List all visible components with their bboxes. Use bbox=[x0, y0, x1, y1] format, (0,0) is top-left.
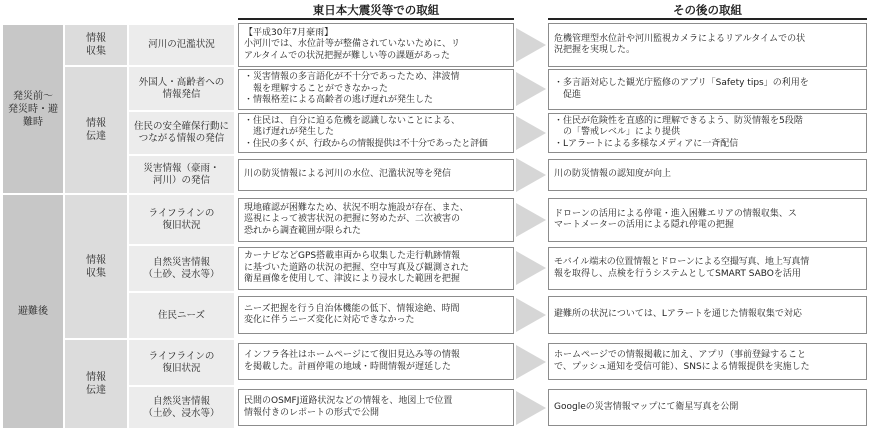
text-line: ・Lアラートによる多様なメディアに一斉配信 bbox=[554, 138, 739, 149]
phase-before-disaster bbox=[3, 25, 63, 193]
phase-line: 避難後 bbox=[18, 306, 48, 317]
item-line: つながる情報の発信 bbox=[138, 133, 225, 144]
text-line: ・住民が危険性を直感的に理解できるよう、防災情報を5段階 bbox=[554, 115, 803, 126]
text-line: 報を取得し、点検を行うシステムとしてSMART SABOを活用 bbox=[554, 268, 801, 279]
category-info-transmission bbox=[65, 67, 127, 193]
text-line: マートメーターの活用による隠れ停電の把握 bbox=[554, 220, 734, 230]
item-natural-disaster-info bbox=[129, 387, 234, 428]
later-measure-box bbox=[548, 23, 867, 67]
text-line: で、プッシュ通知を受信可能）、SNSによる情報提供を実施した bbox=[554, 361, 810, 372]
later-measure-box bbox=[548, 69, 867, 110]
later-measure-box bbox=[548, 198, 867, 242]
text-line: ・住民の多くが、行政からの情報提供は不十分であったと評価 bbox=[244, 138, 488, 149]
item-natural-disaster-info bbox=[129, 246, 234, 291]
text-line: 巡視によって被害状況の把握に努めたが、二次被害の bbox=[244, 214, 461, 225]
past-measure-box bbox=[238, 113, 514, 153]
item-resident-needs bbox=[129, 293, 234, 338]
text-line: 小河川では、水位計等が整備されていないために、リ bbox=[244, 39, 461, 50]
text-line: 衛星画像を使用して、津波により浸水した範囲を把握 bbox=[244, 274, 460, 285]
phase-line: 発災前～ bbox=[13, 90, 53, 102]
arrow-right-icon bbox=[516, 391, 546, 425]
right-title-rule bbox=[548, 18, 867, 20]
arrow-right-icon bbox=[516, 158, 546, 192]
category-line: 伝達 bbox=[86, 131, 106, 142]
item-line: ライフラインの bbox=[148, 350, 215, 362]
text-line: ・情報格差による高齢者の逃げ遅れが発生した bbox=[244, 95, 434, 106]
category-line: 情報 bbox=[86, 33, 106, 44]
text-line: 変化に伴うニーズ変化に対応できなかった bbox=[244, 315, 415, 325]
phase-after-evacuation bbox=[3, 195, 63, 428]
item-lifeline-recovery bbox=[129, 340, 234, 385]
item-resident-safety-info bbox=[129, 112, 234, 154]
text-line: Googleの災害情報マップにて衛星写真を公開 bbox=[554, 401, 739, 412]
category-info-transmission bbox=[65, 340, 127, 428]
text-line: 促進 bbox=[554, 89, 582, 100]
text-line: 報を理解することができなかった bbox=[244, 83, 389, 94]
later-measure-box bbox=[548, 389, 867, 426]
text-line: 恐れから調査範囲が限られた bbox=[244, 225, 362, 236]
item-line: （土砂、浸水等） bbox=[143, 407, 220, 419]
past-measure-box bbox=[238, 159, 514, 191]
text-line: インフラ各社はホームページにて復旧見込み等の情報 bbox=[244, 350, 460, 360]
item-lifeline-recovery bbox=[129, 195, 234, 244]
later-measure-box bbox=[548, 113, 867, 153]
text-line: ニーズ把握を行う自治体機能の低下、情報途絶、時間 bbox=[244, 303, 460, 314]
past-measure-box bbox=[238, 247, 514, 290]
left-column-title: 東日本大震災等での取組 bbox=[312, 3, 440, 17]
past-measure-box bbox=[238, 296, 514, 334]
text-line: ドローンの活用による停電・進入困難エリアの情報収集、ス bbox=[554, 208, 797, 219]
category-info-collection bbox=[65, 195, 127, 338]
left-title-rule bbox=[238, 18, 514, 20]
item-line: 復旧状況 bbox=[162, 219, 201, 231]
past-measure-box bbox=[238, 23, 514, 67]
item-line: 自然災害情報 bbox=[152, 256, 210, 268]
item-line: 河川）の発信 bbox=[152, 174, 210, 186]
category-line: 収集 bbox=[86, 46, 106, 57]
text-line: ホームページでの情報掲載に加え、アプリ（事前登録すること bbox=[554, 350, 807, 360]
right-column-title: その後の取組 bbox=[673, 3, 742, 17]
past-measure-box bbox=[238, 343, 514, 380]
category-line: 伝達 bbox=[86, 385, 106, 396]
item-line: 災害情報（豪雨・ bbox=[143, 162, 220, 174]
text-line: 現地確認が困難なため、状況不明な施設が存在、また、 bbox=[244, 202, 469, 213]
past-measure-box bbox=[238, 198, 514, 242]
text-line: に基づいた道路の状況の把握、空中写真及び観測された bbox=[244, 262, 470, 273]
text-line: 避難所の状況については、Lアラートを通じた情報収集で対応 bbox=[554, 309, 802, 320]
item-line: 外国人・高齢者への bbox=[138, 76, 225, 88]
item-disaster-info-release bbox=[129, 156, 234, 193]
past-measure-box bbox=[238, 389, 514, 426]
category-info-collection bbox=[65, 25, 127, 65]
item-line: （土砂、浸水等） bbox=[143, 268, 220, 280]
item-line: 復旧状況 bbox=[162, 362, 201, 374]
text-line: 況把握を実現した。 bbox=[554, 45, 636, 55]
item-line: 情報発信 bbox=[162, 88, 201, 100]
category-line: 収集 bbox=[86, 267, 106, 279]
text-line: 川の防災情報の認知度が向上 bbox=[554, 169, 672, 180]
later-measure-box bbox=[548, 296, 867, 334]
text-line: ・多言語対応した観光庁監修のアプリ「Safety tips」の利用を bbox=[554, 78, 809, 88]
category-line: 情報 bbox=[86, 118, 106, 129]
item-foreigners-elderly bbox=[129, 67, 234, 110]
text-line: ・災害情報の多言語化が不十分であったため、津波情 bbox=[244, 72, 460, 83]
text-line: カーナビなどGPS搭載車両から収集した走行軌跡情報 bbox=[244, 251, 461, 262]
text-line: 情報付きのレポートの形式で公開 bbox=[244, 407, 380, 418]
text-line: 民間のOSMFJ道路状況などの情報を、地図上で位置 bbox=[244, 396, 453, 406]
later-measure-box bbox=[548, 343, 867, 380]
item-line: 住民の安全確保行動に bbox=[133, 121, 229, 132]
arrow-right-icon bbox=[516, 116, 546, 150]
later-measure-box bbox=[548, 159, 867, 191]
text-line: の「警戒レベル」により提供 bbox=[554, 127, 681, 138]
text-line: 逃げ遅れが発生した bbox=[244, 127, 335, 138]
past-measure-box bbox=[238, 69, 514, 110]
arrow-right-icon bbox=[516, 251, 546, 285]
item-line: ライフラインの bbox=[148, 207, 215, 219]
item-line: 河川の氾濫状況 bbox=[148, 39, 215, 50]
phase-line: 発災時・避 bbox=[8, 103, 58, 115]
item-river-flood-status bbox=[129, 25, 234, 65]
arrow-right-icon bbox=[516, 72, 546, 106]
text-line: 【平成30年7月豪雨】 bbox=[244, 27, 334, 38]
arrow-right-icon bbox=[516, 203, 546, 237]
item-line: 自然災害情報 bbox=[152, 395, 210, 407]
text-line: 川の防災情報による河川の水位、氾濫状況等を発信 bbox=[244, 169, 452, 180]
later-measure-box bbox=[548, 247, 867, 290]
arrow-right-icon bbox=[516, 298, 546, 332]
category-line: 情報 bbox=[86, 254, 106, 266]
text-line: モバイル端末の位置情報とドローンによる空撮写真、地上写真情 bbox=[554, 257, 810, 267]
phase-line: 難時 bbox=[23, 116, 43, 128]
item-line: 住民ニーズ bbox=[157, 309, 206, 321]
category-line: 情報 bbox=[86, 372, 106, 383]
arrow-right-icon bbox=[516, 28, 546, 62]
text-line: を掲載した。計画停電の地域・時間情報が遅延した bbox=[244, 361, 452, 372]
text-line: アルタイムでの状況把握が難しい等の課題があった bbox=[244, 50, 451, 61]
arrow-right-icon bbox=[516, 345, 546, 379]
text-line: ・住民は、自分に迫る危機を認識しないことによる、 bbox=[244, 115, 461, 126]
text-line: 危機管理型水位計や河川監視カメラによるリアルタイムでの状 bbox=[554, 33, 806, 44]
